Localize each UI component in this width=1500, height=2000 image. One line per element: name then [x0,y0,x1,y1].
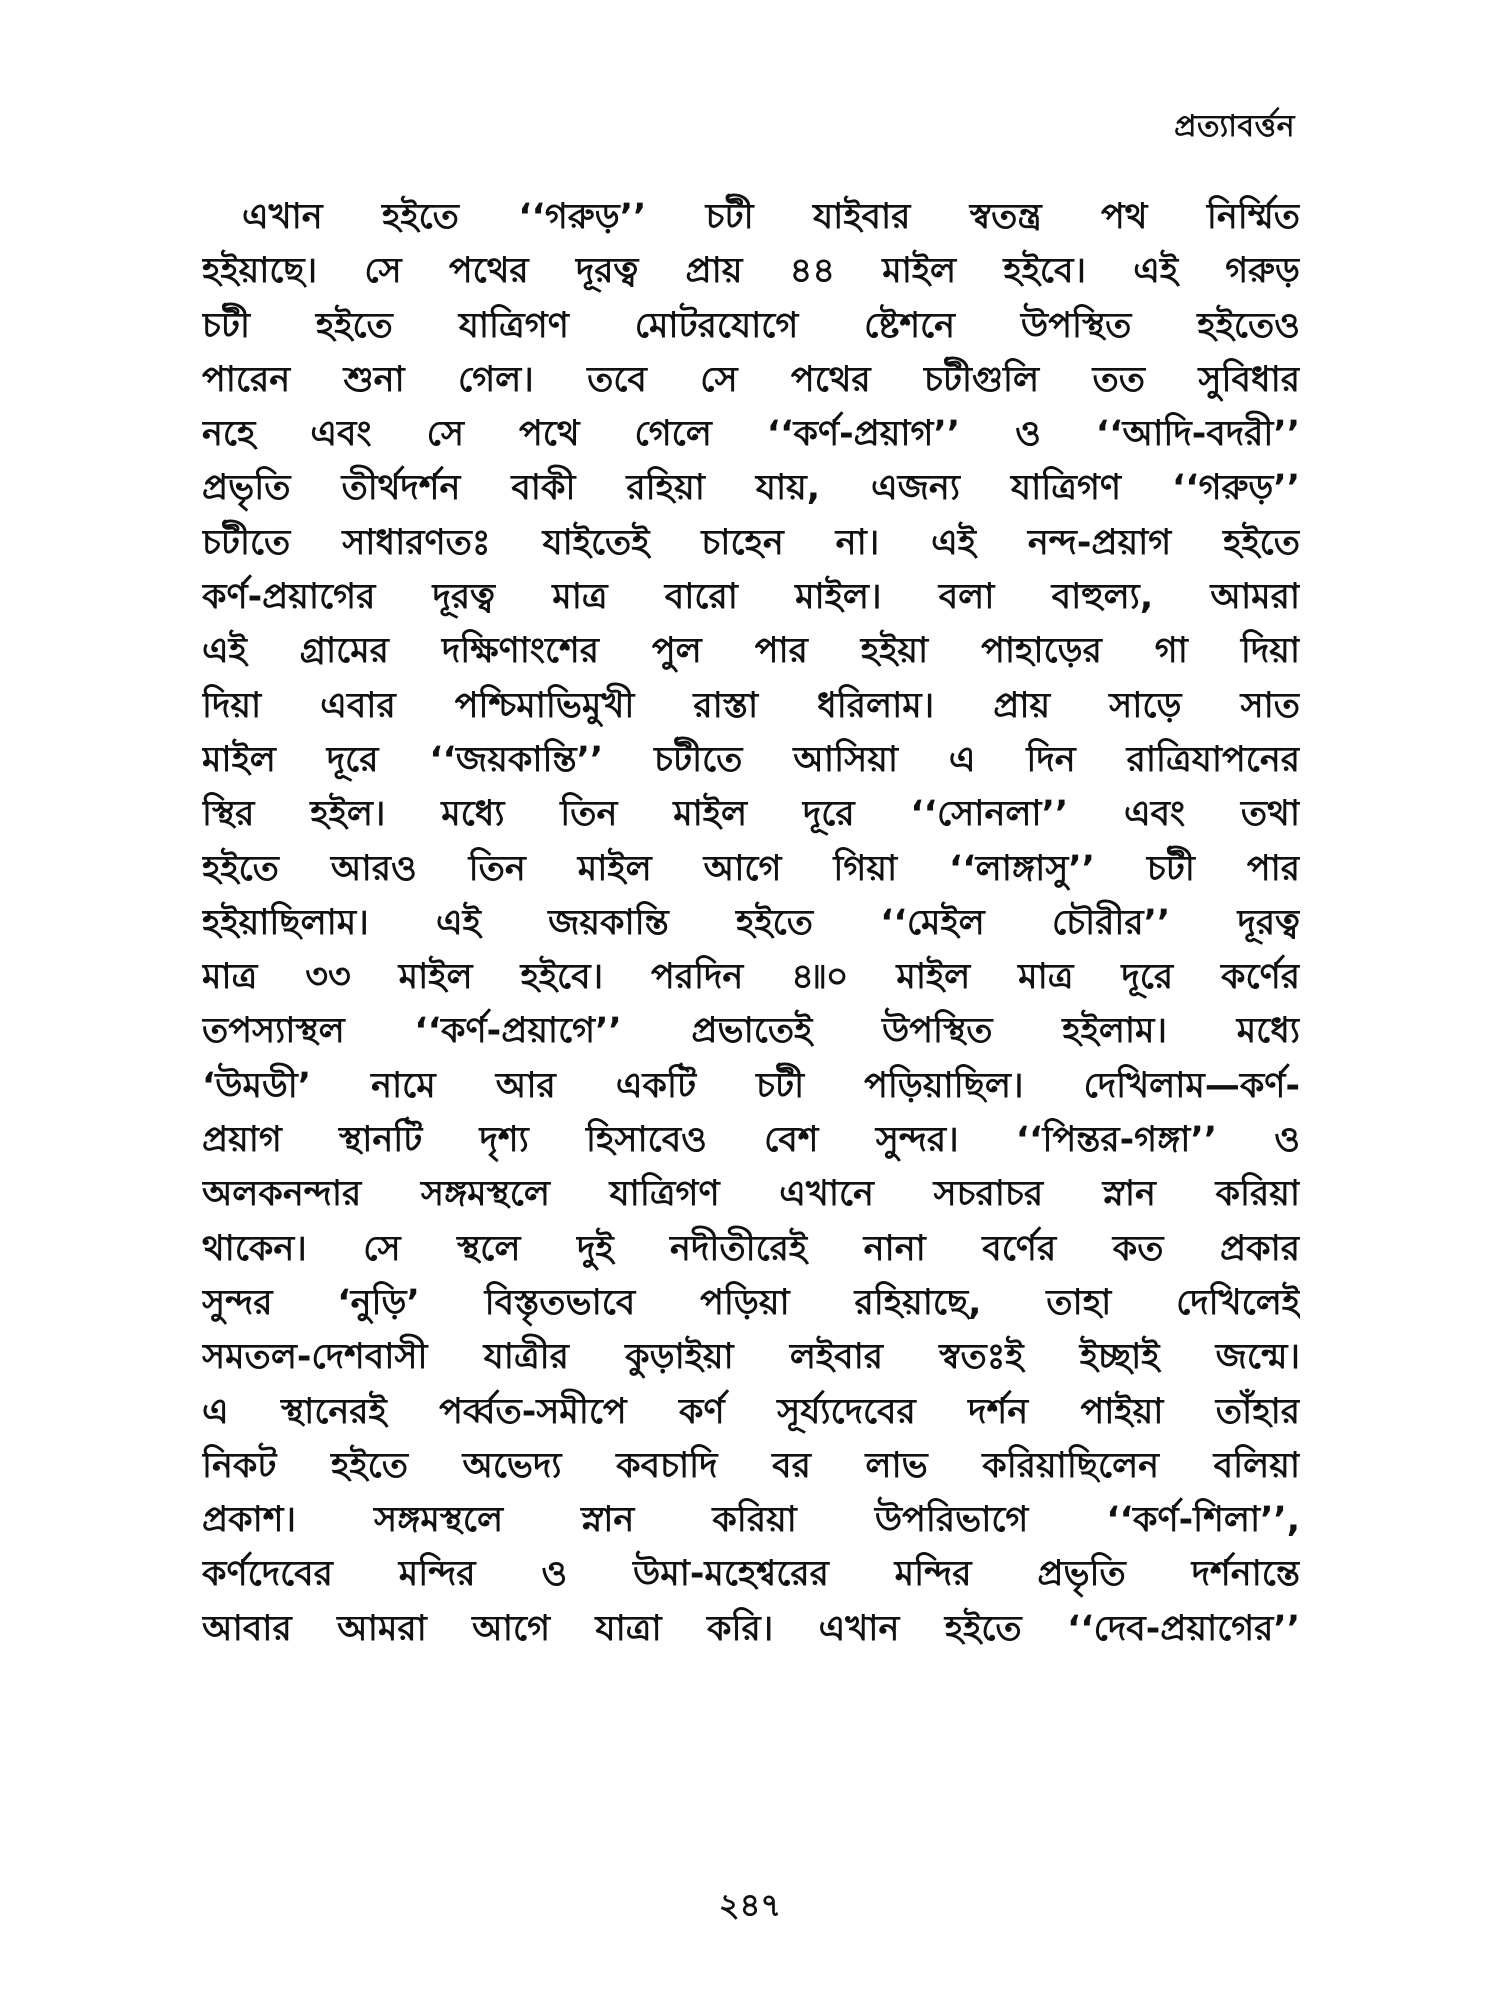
body-paragraph [202,190,1300,1656]
text-line: তপস্যাস্থল ‘‘কর্ণ-প্রয়াগে’’ প্রভাতেই উপস্থিত হইলাম। মধ্যে [202,1011,1300,1052]
text-line: প্রভৃতি তীর্থদর্শন বাকী রহিয়া যায়, এজন্য যাত্রিগণ ‘‘গরুড়’’ [202,468,1300,509]
text-line: সমতল-দেশবাসী যাত্রীর কুড়াইয়া লইবার স্বতঃই ইচ্ছাই জন্মে। [202,1337,1300,1378]
text-line: স্থির হইল। মধ্যে তিন মাইল দূরে ‘‘সোনলা’’ এবং তথা [202,794,1300,835]
text-line: অলকনন্দার সঙ্গমস্থলে যাত্রিগণ এখানে সচরাচর স্নান করিয়া [202,1174,1300,1215]
text-line: দিয়া এবার পশ্চিমাভিমুখী রাস্তা ধরিলাম। প্রায় সাড়ে সাত [202,685,1300,726]
text-line: মাত্র ৩৩ মাইল হইবে। পরদিন ৪৷৷০ মাইল মাত্র দূরে কর্ণের [202,957,1300,998]
text-line: প্রয়াগ স্থানটি দৃশ্য হিসাবেও বেশ সুন্দর। ‘‘পিন্তর-গঙ্গা’’ ও [202,1120,1300,1161]
text-line: এখান হইতে ‘‘গরুড়’’ চটী যাইবার স্বতন্ত্র পথ নির্ম্মিত [242,197,1300,237]
text-line: থাকেন। সে স্থলে দুই নদীতীরেই নানা বর্ণের কত প্রকার [202,1228,1300,1269]
text-line: মাইল দূরে ‘‘জয়কান্তি’’ চটীতে আসিয়া এ দিন রাত্রিযাপনের [202,739,1300,780]
text-line: এই গ্রামের দক্ষিণাংশের পুল পার হইয়া পাহাড়ের গা দিয়া [202,631,1300,672]
text-line: হইয়াছিলাম। এই জয়কান্তি হইতে ‘‘মেইল চৌরীর’’ দূরত্ব [202,902,1300,943]
text-line: নিকট হইতে অভেদ্য কবচাদি বর লাভ করিয়াছিলেন বলিয়া [202,1445,1300,1486]
text-line: হইতে আরও তিন মাইল আগে গিয়া ‘‘লাঙ্গাসু’’ চটী পার [202,848,1300,889]
text-line: হইয়াছে। সে পথের দূরত্ব প্রায় ৪৪ মাইল হইবে। এই গরুড় [202,251,1300,292]
text-line: চটীতে সাধারণতঃ যাইতেই চাহেন না। এই নন্দ-প্রয়াগ হইতে [202,522,1300,563]
text-line: প্রকাশ। সঙ্গমস্থলে স্নান করিয়া উপরিভাগে ‘‘কর্ণ-শিলা’’, [202,1500,1300,1541]
page-number: ২৪৭ [718,1886,782,1924]
text-line: নহে এবং সে পথে গেলে ‘‘কর্ণ-প্রয়াগ’’ ও ‘‘আদি-বদরী’’ [202,414,1300,455]
text-line: পারেন শুনা গেল। তবে সে পথের চটীগুলি তত সুবিধার [202,359,1300,400]
running-head: প্রত্যাবর্ত্তন [1174,109,1295,144]
text-line: কর্ণদেবের মন্দির ও উমা-মহেশ্বরের মন্দির প্রভৃতি দর্শনান্তে [202,1554,1300,1595]
text-line: চটী হইতে যাত্রিগণ মোটরযোগে ষ্টেশনে উপস্থিত হইতেও [202,305,1300,346]
text-line: আবার আমরা আগে যাত্রা করি। এখান হইতে ‘‘দেব-প্রয়াগের’’ [202,1608,1300,1649]
text-line: এ স্থানেরই পর্ব্বত-সমীপে কর্ণ সূর্য্যদেবের দর্শন পাইয়া তাঁহার [202,1391,1300,1432]
text-line: কর্ণ-প্রয়াগের দূরত্ব মাত্র বারো মাইল। বলা বাহুল্য, আমরা [202,577,1300,618]
text-line: সুন্দর ‘নুড়ি’ বিস্তৃতভাবে পড়িয়া রহিয়াছে, তাহা দেখিলেই [202,1282,1300,1323]
text-line: ‘উমডী’ নামে আর একটি চটী পড়িয়াছিল। দেখিলাম—কর্ণ- [202,1065,1300,1106]
